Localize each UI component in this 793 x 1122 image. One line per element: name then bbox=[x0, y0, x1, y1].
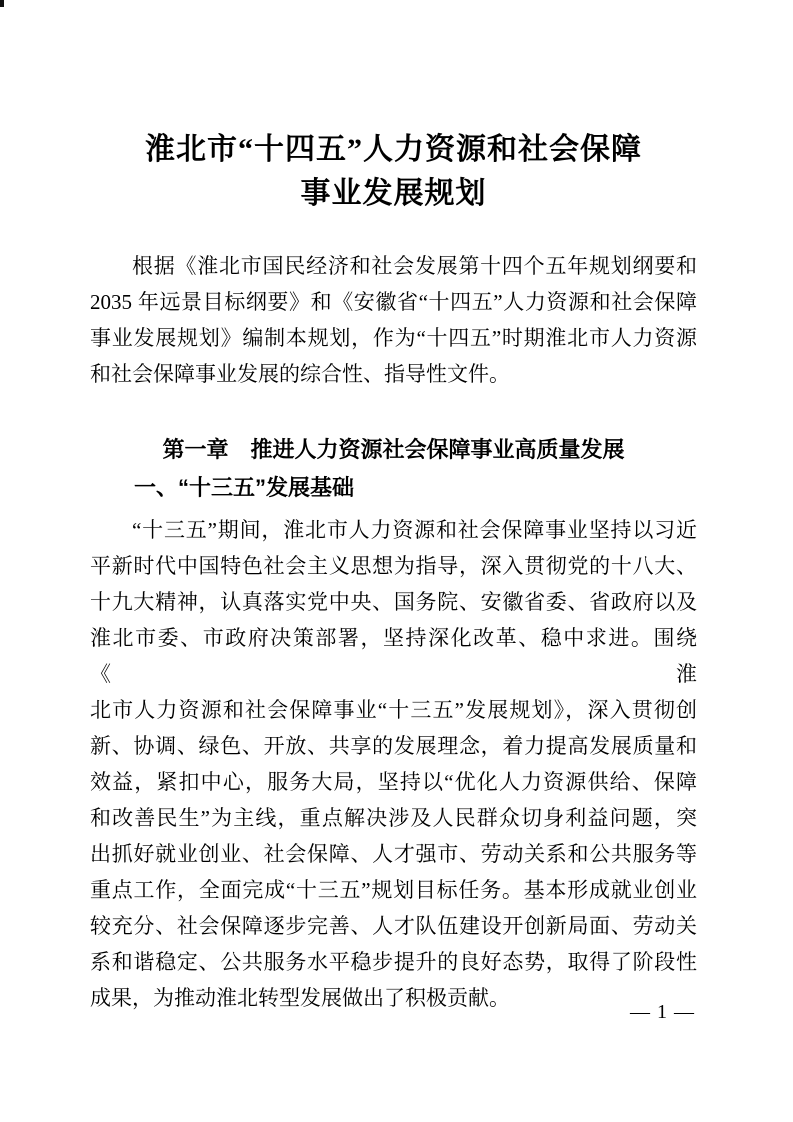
document-title-line-1: 淮北市“十四五”人力资源和社会保障 bbox=[145, 133, 642, 166]
paragraph-line: 事业发展规划》编制本规划，作为“十四五”时期淮北市人力资源 bbox=[90, 326, 697, 350]
paragraph-line: “十三五”期间，淮北市人力资源和社会保障事业坚持以习近 bbox=[132, 518, 697, 542]
body-paragraph bbox=[90, 512, 697, 1016]
paragraph-line: 出抓好就业创业、社会保障、人才强市、劳动关系和公共服务等 bbox=[90, 842, 697, 866]
section-heading: 一、“十三五”发展基础 bbox=[134, 475, 355, 500]
paragraph-line: 重点工作，全面完成“十三五”规划目标任务。基本形成就业创业 bbox=[90, 878, 697, 902]
paragraph-line: 根据《淮北市国民经济和社会发展第十四个五年规划纲要和 bbox=[132, 254, 697, 278]
paragraph-line: 2035 年远景目标纲要》和《安徽省“十四五”人力资源和社会保障 bbox=[90, 290, 697, 314]
paragraph-line: 平新时代中国特色社会主义思想为指导，深入贯彻党的十八大、 bbox=[90, 554, 697, 578]
paragraph-line: 成果，为推动淮北转型发展做出了积极贡献。 bbox=[90, 986, 510, 1010]
paragraph-line: 系和谐稳定、公共服务水平稳步提升的良好态势，取得了阶段性 bbox=[90, 950, 697, 974]
paragraph-line: 和社会保障事业发展的综合性、指导性文件。 bbox=[90, 362, 510, 386]
paragraph-line: 较充分、社会保障逐步完善、人才队伍建设开创新局面、劳动关 bbox=[90, 914, 697, 938]
document-content bbox=[90, 0, 697, 1016]
chapter-heading: 第一章 推进人力资源社会保障事业高质量发展 bbox=[162, 437, 625, 462]
paragraph-line: 新、协调、绿色、开放、共享的发展理念，着力提高发展质量和 bbox=[90, 734, 697, 758]
page-number: — 1 — bbox=[630, 1001, 695, 1023]
paragraph-line: 淮北市委、市政府决策部署，坚持深化改革、稳中求进。围绕《淮 bbox=[90, 626, 697, 686]
scan-corner-artifact bbox=[0, 0, 4, 7]
paragraph-line: 十九大精神，认真落实党中央、国务院、安徽省委、省政府以及 bbox=[90, 590, 697, 614]
paragraph-line: 北市人力资源和社会保障事业“十三五”发展规划》，深入贯彻创 bbox=[90, 698, 697, 722]
paragraph-line: 效益，紧扣中心，服务大局，坚持以“优化人力资源供给、保障 bbox=[90, 770, 697, 794]
document-title bbox=[90, 0, 697, 216]
intro-paragraph bbox=[90, 248, 697, 392]
paragraph-line: 和改善民生”为主线，重点解决涉及人民群众切身利益问题，突 bbox=[90, 806, 697, 830]
document-title-line-2: 事业发展规划 bbox=[300, 177, 487, 210]
